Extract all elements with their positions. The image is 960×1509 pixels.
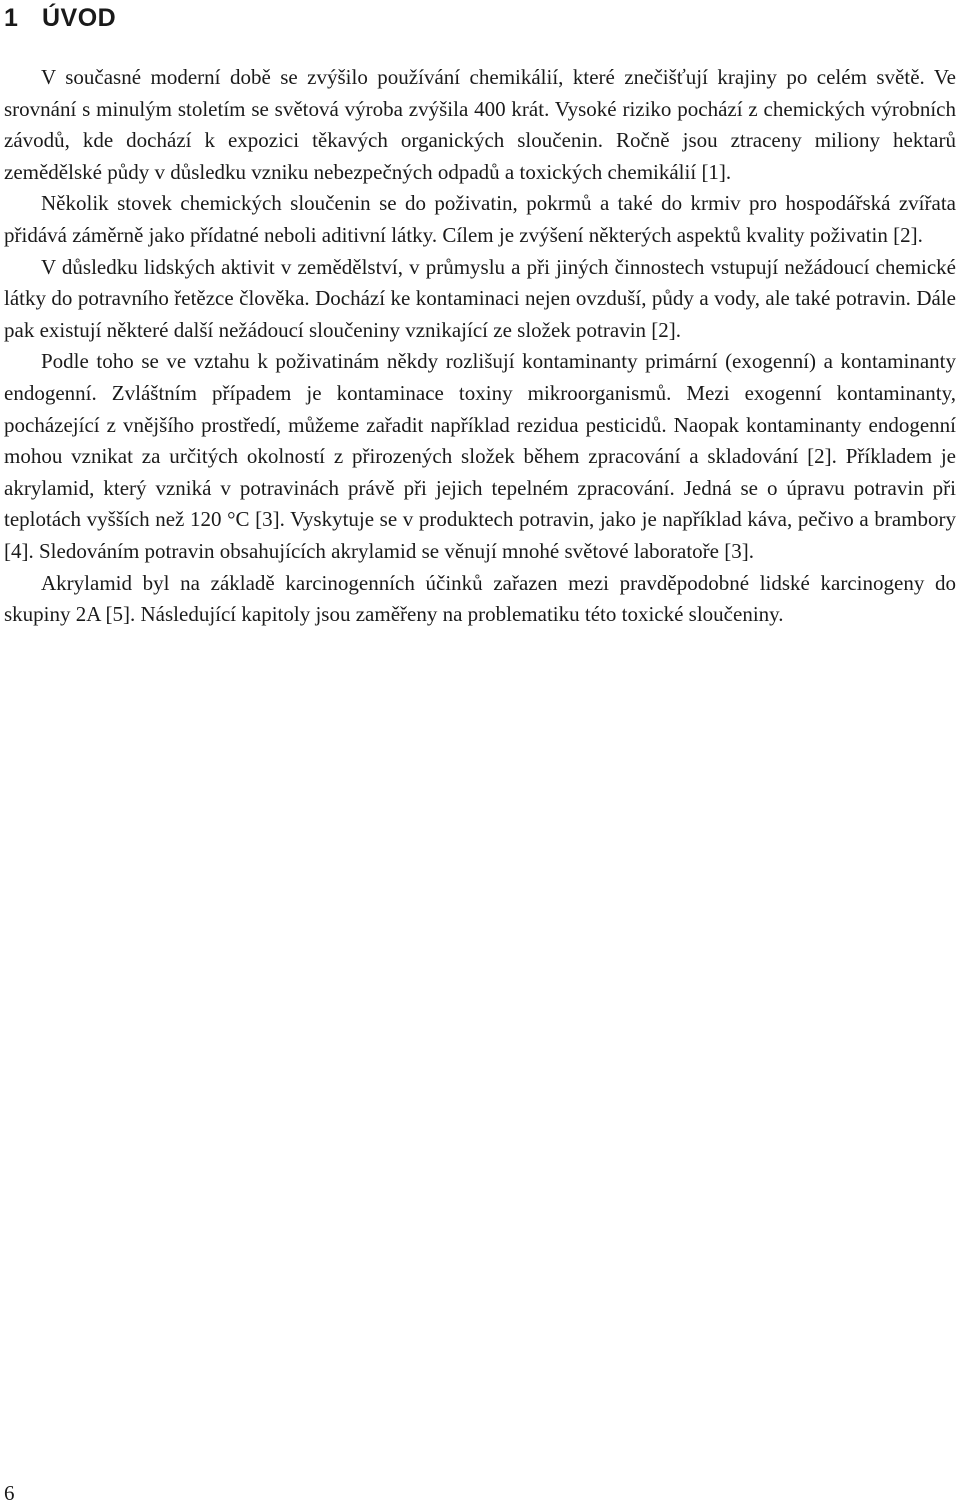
paragraph: Podle toho se ve vztahu k poživatinám někdy rozlišují kontaminanty primární (exogenní) a kontaminanty endogenní. Zvláštním případem je kontaminace toxiny mikroorganismů. Mezi exogenní kontaminanty, pocházející z vnějšího prostředí, můžeme zařadit například rezidua pesticidů. Naopak kontaminanty endogenní mohou vznikat za určitých okolností z přirozených složek během zpracování a skladování [2]. Příkladem je akrylamid, který vzniká v potravinách právě při jejich tepelném zpracování. Jedná se o úpravu potravin při teplotách vyšších než 120 °C [3]. Vyskytuje se v produktech potravin, jako je například káva, pečivo a brambory [4]. Sledováním potravin obsahujících akrylamid se věnují mnohé světové laboratoře [3]. — [4, 349, 956, 563]
paragraph: V současné moderní době se zvýšilo používání chemikálií, které znečišťují krajiny po celém světě. Ve srovnání s minulým stoletím se světová výroba zvýšila 400 krát. Vysoké riziko pochází z chemických výrobních závodů, kde dochází k expozici těkavých organických sloučenin. Ročně jsou ztraceny miliony hektarů zemědělské půdy v důsledku vzniku nebezpečných odpadů a toxických chemikálií [1]. — [4, 65, 956, 184]
paragraph: V důsledku lidských aktivit v zemědělství, v průmyslu a při jiných činnostech vstupují nežádoucí chemické látky do potravního řetězce člověka. Dochází ke kontaminaci nejen ovzduší, půdy a vody, ale také potravin. Dále pak existují některé další nežádoucí sloučeniny vznikající ze složek potravin [2]. — [4, 254, 956, 342]
body-text — [4, 62, 956, 631]
page-number: 6 — [4, 1481, 15, 1505]
section-heading — [4, 2, 116, 34]
section-number: 1 — [4, 4, 19, 32]
section-title: ÚVOD — [42, 4, 117, 32]
paragraph: Několik stovek chemických sloučenin se do poživatin, pokrmů a také do krmiv pro hospodářská zvířata přidává záměrně jako přídatné neboli aditivní látky. Cílem je zvýšení některých aspektů kvality poživatin [2]. — [4, 191, 956, 247]
paragraph: Akrylamid byl na základě karcinogenních účinků zařazen mezi pravděpodobné lidské karcinogeny do skupiny 2A [5]. Následující kapitoly jsou zaměřeny na problematiku této toxické sloučeniny. — [4, 570, 956, 627]
